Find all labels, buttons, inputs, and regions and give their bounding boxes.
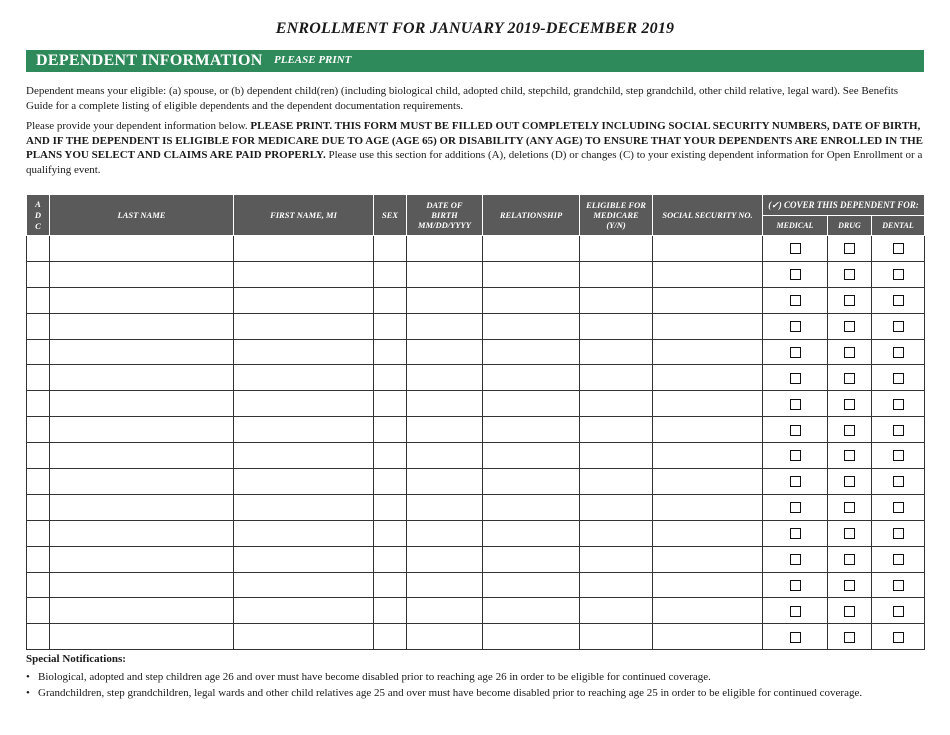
dental-checkbox[interactable] <box>893 502 904 513</box>
table-row <box>27 520 925 546</box>
medicare-cell[interactable] <box>580 598 653 624</box>
dob-cell[interactable] <box>407 469 483 495</box>
header-first-name: FIRST NAME, MI <box>234 195 374 236</box>
dob-cell[interactable] <box>407 365 483 391</box>
medical-checkbox[interactable] <box>790 399 801 410</box>
medical-checkbox[interactable] <box>790 269 801 280</box>
drug-checkbox[interactable] <box>844 502 855 513</box>
relationship-cell[interactable] <box>483 261 580 287</box>
drug-cell <box>828 313 872 339</box>
instructions-lead: Please provide your dependent information below. <box>26 120 251 132</box>
sex-cell[interactable] <box>374 624 407 650</box>
relationship-cell[interactable] <box>483 572 580 598</box>
adc-cell[interactable] <box>27 313 50 339</box>
header-relationship: RELATIONSHIP <box>483 195 580 236</box>
ssn-cell[interactable] <box>653 236 763 262</box>
drug-cell <box>828 287 872 313</box>
first-name-cell[interactable] <box>234 624 374 650</box>
form-title: ENROLLMENT FOR JANUARY 2019-DECEMBER 2019 <box>275 20 675 37</box>
dob-cell[interactable] <box>407 520 483 546</box>
dob-cell[interactable] <box>407 624 483 650</box>
relationship-cell[interactable] <box>483 365 580 391</box>
drug-checkbox[interactable] <box>844 347 855 358</box>
adc-cell[interactable] <box>27 417 50 443</box>
last-name-cell[interactable] <box>50 546 234 572</box>
dob-cell[interactable] <box>407 287 483 313</box>
dental-checkbox[interactable] <box>893 321 904 332</box>
table-row <box>27 469 925 495</box>
medical-cell <box>763 261 828 287</box>
first-name-cell[interactable] <box>234 236 374 262</box>
first-name-cell[interactable] <box>234 365 374 391</box>
first-name-cell[interactable] <box>234 417 374 443</box>
relationship-cell[interactable] <box>483 494 580 520</box>
first-name-cell[interactable] <box>234 391 374 417</box>
table-row <box>27 236 925 262</box>
header-drug: DRUG <box>828 216 872 236</box>
dental-cell <box>872 598 925 624</box>
medical-cell <box>763 469 828 495</box>
last-name-cell[interactable] <box>50 598 234 624</box>
last-name-cell[interactable] <box>50 365 234 391</box>
adc-cell[interactable] <box>27 624 50 650</box>
adc-cell[interactable] <box>27 365 50 391</box>
sex-cell[interactable] <box>374 520 407 546</box>
dental-cell <box>872 339 925 365</box>
adc-cell[interactable] <box>27 443 50 469</box>
sex-cell[interactable] <box>374 339 407 365</box>
sex-cell[interactable] <box>374 598 407 624</box>
table-row <box>27 339 925 365</box>
last-name-cell[interactable] <box>50 494 234 520</box>
ssn-cell[interactable] <box>653 624 763 650</box>
medicare-cell[interactable] <box>580 365 653 391</box>
last-name-cell[interactable] <box>50 469 234 495</box>
dental-cell <box>872 391 925 417</box>
dob-cell[interactable] <box>407 313 483 339</box>
last-name-cell[interactable] <box>50 572 234 598</box>
dob-cell[interactable] <box>407 339 483 365</box>
sex-cell[interactable] <box>374 443 407 469</box>
drug-cell <box>828 598 872 624</box>
medicare-cell[interactable] <box>580 546 653 572</box>
medical-cell <box>763 443 828 469</box>
dental-cell <box>872 417 925 443</box>
dob-cell[interactable] <box>407 391 483 417</box>
medical-cell <box>763 365 828 391</box>
dental-checkbox[interactable] <box>893 632 904 643</box>
dental-checkbox[interactable] <box>893 606 904 617</box>
dental-checkbox[interactable] <box>893 347 904 358</box>
sex-cell[interactable] <box>374 236 407 262</box>
drug-checkbox[interactable] <box>844 528 855 539</box>
drug-checkbox[interactable] <box>844 450 855 461</box>
ssn-cell[interactable] <box>653 494 763 520</box>
table-row <box>27 391 925 417</box>
dental-checkbox[interactable] <box>893 373 904 384</box>
medical-cell <box>763 572 828 598</box>
last-name-cell[interactable] <box>50 261 234 287</box>
drug-checkbox[interactable] <box>844 554 855 565</box>
medical-cell <box>763 236 828 262</box>
dental-checkbox[interactable] <box>893 243 904 254</box>
relationship-cell[interactable] <box>483 236 580 262</box>
relationship-cell[interactable] <box>483 287 580 313</box>
medical-checkbox[interactable] <box>790 476 801 487</box>
last-name-cell[interactable] <box>50 624 234 650</box>
medical-checkbox[interactable] <box>790 606 801 617</box>
dental-cell <box>872 287 925 313</box>
first-name-cell[interactable] <box>234 494 374 520</box>
dental-cell <box>872 469 925 495</box>
ssn-cell[interactable] <box>653 417 763 443</box>
dental-checkbox[interactable] <box>893 580 904 591</box>
medical-checkbox[interactable] <box>790 295 801 306</box>
medical-checkbox[interactable] <box>790 425 801 436</box>
drug-cell <box>828 261 872 287</box>
medicare-cell[interactable] <box>580 469 653 495</box>
instructions-tail: Please use this section for additions (A), deletions (D) or changes (C) to your existing dependent information for Open Enrollment or a qualifying event. <box>26 149 923 176</box>
ssn-cell[interactable] <box>653 391 763 417</box>
dob-cell[interactable] <box>407 598 483 624</box>
drug-checkbox[interactable] <box>844 321 855 332</box>
medicare-cell[interactable] <box>580 417 653 443</box>
adc-cell[interactable] <box>27 520 50 546</box>
adc-cell[interactable] <box>27 339 50 365</box>
relationship-cell[interactable] <box>483 598 580 624</box>
medicare-cell[interactable] <box>580 261 653 287</box>
ssn-cell[interactable] <box>653 520 763 546</box>
header-medicare: ELIGIBLE FOR MEDICARE (Y/N) <box>580 195 653 236</box>
adc-cell[interactable] <box>27 391 50 417</box>
notifications-title: Special Notifications: <box>26 653 126 665</box>
medical-checkbox[interactable] <box>790 347 801 358</box>
adc-cell[interactable] <box>27 287 50 313</box>
dob-cell[interactable] <box>407 443 483 469</box>
medical-cell <box>763 494 828 520</box>
drug-checkbox[interactable] <box>844 373 855 384</box>
dental-cell <box>872 520 925 546</box>
medical-cell <box>763 546 828 572</box>
last-name-cell[interactable] <box>50 287 234 313</box>
medicare-cell[interactable] <box>580 313 653 339</box>
relationship-cell[interactable] <box>483 546 580 572</box>
drug-checkbox[interactable] <box>844 295 855 306</box>
first-name-cell[interactable] <box>234 546 374 572</box>
first-name-cell[interactable] <box>234 572 374 598</box>
header-cover: (✓) COVER THIS DEPENDENT FOR: <box>763 195 925 216</box>
adc-cell[interactable] <box>27 236 50 262</box>
drug-checkbox[interactable] <box>844 632 855 643</box>
ssn-cell[interactable] <box>653 365 763 391</box>
relationship-cell[interactable] <box>483 391 580 417</box>
medical-checkbox[interactable] <box>790 321 801 332</box>
first-name-cell[interactable] <box>234 313 374 339</box>
dob-cell[interactable] <box>407 261 483 287</box>
sex-cell[interactable] <box>374 365 407 391</box>
header-medical: MEDICAL <box>763 216 828 236</box>
table-row <box>27 624 925 650</box>
drug-checkbox[interactable] <box>844 476 855 487</box>
drug-checkbox[interactable] <box>844 425 855 436</box>
dob-cell[interactable] <box>407 546 483 572</box>
instructions <box>26 119 926 177</box>
medical-cell <box>763 391 828 417</box>
medical-cell <box>763 417 828 443</box>
medical-cell <box>763 313 828 339</box>
drug-cell <box>828 624 872 650</box>
relationship-cell[interactable] <box>483 520 580 546</box>
drug-cell <box>828 417 872 443</box>
medicare-cell[interactable] <box>580 624 653 650</box>
drug-cell <box>828 494 872 520</box>
medical-cell <box>763 520 828 546</box>
last-name-cell[interactable] <box>50 313 234 339</box>
drug-cell <box>828 443 872 469</box>
medical-cell <box>763 598 828 624</box>
first-name-cell[interactable] <box>234 469 374 495</box>
ssn-cell[interactable] <box>653 261 763 287</box>
section-header <box>26 50 924 72</box>
sex-cell[interactable] <box>374 469 407 495</box>
medical-checkbox[interactable] <box>790 502 801 513</box>
drug-cell <box>828 236 872 262</box>
table-row <box>27 313 925 339</box>
ssn-cell[interactable] <box>653 469 763 495</box>
medical-cell <box>763 624 828 650</box>
instructions-bold: PLEASE PRINT. THIS FORM MUST BE FILLED OUT COMPLETELY INCLUDING SOCIAL SECURITY NUMBERS, DATE OF BIRTH, AND IF THE DEPENDENT IS ELIGIBLE FOR MEDICARE DUE TO AGE (AGE 65) OR DISABILITY (ANY AGE) TO ENSURE THAT YOUR DEPENDENTS ARE ENROLLED IN THE PLANS YOU SELECT AND CLAIMS ARE PAID PROPERLY. <box>26 120 923 161</box>
drug-cell <box>828 469 872 495</box>
relationship-cell[interactable] <box>483 417 580 443</box>
last-name-cell[interactable] <box>50 520 234 546</box>
ssn-cell[interactable] <box>653 546 763 572</box>
ssn-cell[interactable] <box>653 313 763 339</box>
special-notifications <box>26 652 926 703</box>
section-subtitle: PLEASE PRINT <box>274 54 352 66</box>
relationship-cell[interactable] <box>483 624 580 650</box>
dependent-table <box>26 194 925 650</box>
sex-cell[interactable] <box>374 261 407 287</box>
last-name-cell[interactable] <box>50 417 234 443</box>
medical-cell <box>763 339 828 365</box>
ssn-cell[interactable] <box>653 287 763 313</box>
first-name-cell[interactable] <box>234 261 374 287</box>
header-dental: DENTAL <box>872 216 925 236</box>
dob-cell[interactable] <box>407 494 483 520</box>
dob-cell[interactable] <box>407 417 483 443</box>
table-row <box>27 494 925 520</box>
dental-cell <box>872 313 925 339</box>
sex-cell[interactable] <box>374 546 407 572</box>
adc-cell[interactable] <box>27 598 50 624</box>
dob-cell[interactable] <box>407 236 483 262</box>
adc-cell[interactable] <box>27 494 50 520</box>
dental-cell <box>872 494 925 520</box>
medicare-cell[interactable] <box>580 236 653 262</box>
dental-checkbox[interactable] <box>893 528 904 539</box>
table-row <box>27 598 925 624</box>
drug-cell <box>828 339 872 365</box>
dental-checkbox[interactable] <box>893 450 904 461</box>
first-name-cell[interactable] <box>234 598 374 624</box>
medical-checkbox[interactable] <box>790 373 801 384</box>
medical-checkbox[interactable] <box>790 450 801 461</box>
table-row <box>27 443 925 469</box>
table-row <box>27 546 925 572</box>
dental-cell <box>872 546 925 572</box>
sex-cell[interactable] <box>374 494 407 520</box>
dental-cell <box>872 261 925 287</box>
dental-cell <box>872 624 925 650</box>
table-row <box>27 417 925 443</box>
adc-cell[interactable] <box>27 469 50 495</box>
medical-checkbox[interactable] <box>790 554 801 565</box>
first-name-cell[interactable] <box>234 443 374 469</box>
sex-cell[interactable] <box>374 313 407 339</box>
last-name-cell[interactable] <box>50 391 234 417</box>
table-row <box>27 365 925 391</box>
dental-checkbox[interactable] <box>893 269 904 280</box>
sex-cell[interactable] <box>374 391 407 417</box>
table-row <box>27 287 925 313</box>
drug-checkbox[interactable] <box>844 580 855 591</box>
medical-checkbox[interactable] <box>790 632 801 643</box>
medicare-cell[interactable] <box>580 339 653 365</box>
medical-cell <box>763 287 828 313</box>
section-title: DEPENDENT INFORMATION <box>36 52 263 69</box>
ssn-cell[interactable] <box>653 598 763 624</box>
first-name-cell[interactable] <box>234 339 374 365</box>
dependent-definition: Dependent means your eligible: (a) spouse, or (b) dependent child(ren) (including biological child, adopted child, stepchild, grandchild, step grandchild, other child relative, legal ward). See Benefits Guide for a complete listing of eligible dependents and the dependent documentation requirements. <box>26 85 899 112</box>
table-row <box>27 261 925 287</box>
drug-checkbox[interactable] <box>844 243 855 254</box>
header-adc: A D C <box>27 195 50 236</box>
medicare-cell[interactable] <box>580 520 653 546</box>
adc-cell[interactable] <box>27 546 50 572</box>
table-row <box>27 572 925 598</box>
last-name-cell[interactable] <box>50 339 234 365</box>
medical-checkbox[interactable] <box>790 528 801 539</box>
sex-cell[interactable] <box>374 572 407 598</box>
dental-cell <box>872 365 925 391</box>
header-ssn: SOCIAL SECURITY NO. <box>653 195 763 236</box>
dental-checkbox[interactable] <box>893 425 904 436</box>
relationship-cell[interactable] <box>483 339 580 365</box>
dental-cell <box>872 443 925 469</box>
drug-cell <box>828 546 872 572</box>
notification-item: • Grandchildren, step grandchildren, legal wards and other child relatives age 25 and over must have become disabled prior to reaching age 25 in order to be eligible for continued coverage. <box>26 687 863 699</box>
medicare-cell[interactable] <box>580 494 653 520</box>
drug-cell <box>828 391 872 417</box>
dob-cell[interactable] <box>407 572 483 598</box>
drug-cell <box>828 520 872 546</box>
sex-cell[interactable] <box>374 417 407 443</box>
medicare-cell[interactable] <box>580 287 653 313</box>
medical-checkbox[interactable] <box>790 580 801 591</box>
notification-item: • Biological, adopted and step children age 26 and over must have become disabled prior to reaching age 26 in order to be eligible for continued coverage. <box>26 670 711 683</box>
ssn-cell[interactable] <box>653 443 763 469</box>
drug-checkbox[interactable] <box>844 269 855 280</box>
drug-cell <box>828 572 872 598</box>
dental-cell <box>872 236 925 262</box>
adc-cell[interactable] <box>27 572 50 598</box>
medicare-cell[interactable] <box>580 391 653 417</box>
medicare-cell[interactable] <box>580 443 653 469</box>
medicare-cell[interactable] <box>580 572 653 598</box>
relationship-cell[interactable] <box>483 313 580 339</box>
sex-cell[interactable] <box>374 287 407 313</box>
header-dob: DATE OF BIRTH MM/DD/YYYY <box>407 195 483 236</box>
last-name-cell[interactable] <box>50 236 234 262</box>
header-sex: SEX <box>374 195 407 236</box>
drug-cell <box>828 365 872 391</box>
first-name-cell[interactable] <box>234 520 374 546</box>
ssn-cell[interactable] <box>653 572 763 598</box>
first-name-cell[interactable] <box>234 287 374 313</box>
ssn-cell[interactable] <box>653 339 763 365</box>
medical-checkbox[interactable] <box>790 243 801 254</box>
adc-cell[interactable] <box>27 261 50 287</box>
dental-checkbox[interactable] <box>893 554 904 565</box>
dental-cell <box>872 572 925 598</box>
drug-checkbox[interactable] <box>844 399 855 410</box>
relationship-cell[interactable] <box>483 443 580 469</box>
relationship-cell[interactable] <box>483 469 580 495</box>
drug-checkbox[interactable] <box>844 606 855 617</box>
dental-checkbox[interactable] <box>893 476 904 487</box>
header-last-name: LAST NAME <box>50 195 234 236</box>
last-name-cell[interactable] <box>50 443 234 469</box>
dental-checkbox[interactable] <box>893 295 904 306</box>
dental-checkbox[interactable] <box>893 399 904 410</box>
